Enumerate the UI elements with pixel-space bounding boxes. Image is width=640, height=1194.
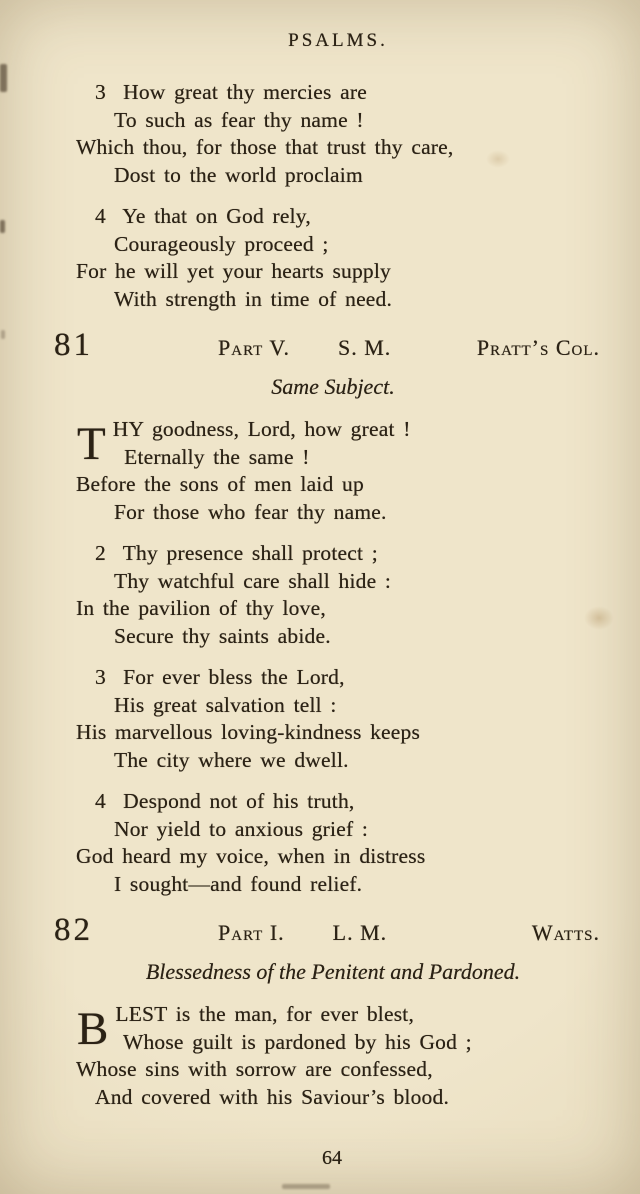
verse-line: Dost to the world proclaim [114,162,363,187]
verse-line: In the pavilion of thy love, [76,596,326,620]
verse-line: His marvellous loving-kindness keeps [76,720,421,744]
verse-line: LEST is the man, for ever blest, [115,1002,415,1026]
verse-line: For those who fear thy name. [114,499,387,524]
verse-line: To such as fear thy name ! [114,107,364,132]
hymn-82 [54,912,600,1111]
verse [76,79,600,189]
hymn-content [54,79,600,1125]
verse-line: I sought—and found relief. [114,871,363,896]
hymn-80-continuation [76,79,600,313]
verse-line: Whose guilt is pardoned by his God ; [122,1029,472,1054]
verse-line: Eternally the same ! [124,444,310,469]
verse-line: 3 For ever bless the Lord, [95,665,345,689]
verse-line: 4 Despond not of his truth, [95,789,355,813]
drop-cap: B [77,1003,109,1055]
hymn-heading [54,912,600,949]
verse-line: 3 How great thy mercies are [95,80,367,104]
verse-line: His great salvation tell : [114,692,337,717]
hymn-number: 81 [54,327,93,363]
verse-line: Whose sins with sorrow are confessed, [76,1057,433,1081]
hymn-meta-part: Part V. [218,335,290,360]
verse [76,1001,600,1111]
drop-cap: T [77,418,106,470]
hymn-meta-part: L. M. [332,920,388,945]
verse-line: 4 Ye that on God rely, [95,204,311,228]
cap-lines [113,416,600,471]
hymn-meta [118,335,600,361]
verse-line: Thy watchful care shall hide : [114,568,392,593]
verse-line: And covered with his Saviour’s blood. [95,1084,450,1109]
hymn-meta-part: S. M. [338,335,392,360]
hymn-meta-part: Watts. [531,920,600,945]
scan-artifact [0,64,7,92]
verse-line: Which thou, for those that trust thy care, [76,135,454,159]
verse-line: With strength in time of need. [114,286,393,311]
hymn-subject: Blessedness of the Penitent and Pardoned. [145,959,521,984]
hymn-subject: Same Subject. [271,374,395,399]
verse [76,540,600,650]
hymn-meta [118,920,600,946]
hymn-meta-part: Part I. [218,920,285,945]
verse-line: Courageously proceed ; [114,231,329,256]
verse-line: 2 Thy presence shall protect ; [95,541,378,565]
page-number: 64 [322,1147,342,1169]
verse [76,416,600,526]
scan-artifact [1,330,5,339]
verse-line: The city where we dwell. [114,747,349,772]
running-head: PSALMS. [288,30,388,51]
verse [76,664,600,774]
verse-opening [76,416,600,471]
verse-line: Before the sons of men laid up [76,472,364,496]
verse-line: God heard my voice, when in distress [76,844,426,868]
verse [76,788,600,898]
verse-line: Secure thy saints abide. [114,623,331,648]
verse-opening [76,1001,600,1056]
hymn-number: 82 [54,912,93,948]
verse-line: HY goodness, Lord, how great ! [112,417,411,441]
hymn-heading [54,327,600,364]
verse-line: For he will yet your hearts supply [76,259,392,283]
verse-line: Nor yield to anxious grief : [114,816,369,841]
hymn-81 [54,327,600,898]
hymn-meta-part: Pratt’s Col. [476,335,600,360]
scan-artifact [282,1184,330,1189]
verse [76,203,600,313]
cap-lines [115,1001,600,1056]
scan-artifact [0,220,5,233]
